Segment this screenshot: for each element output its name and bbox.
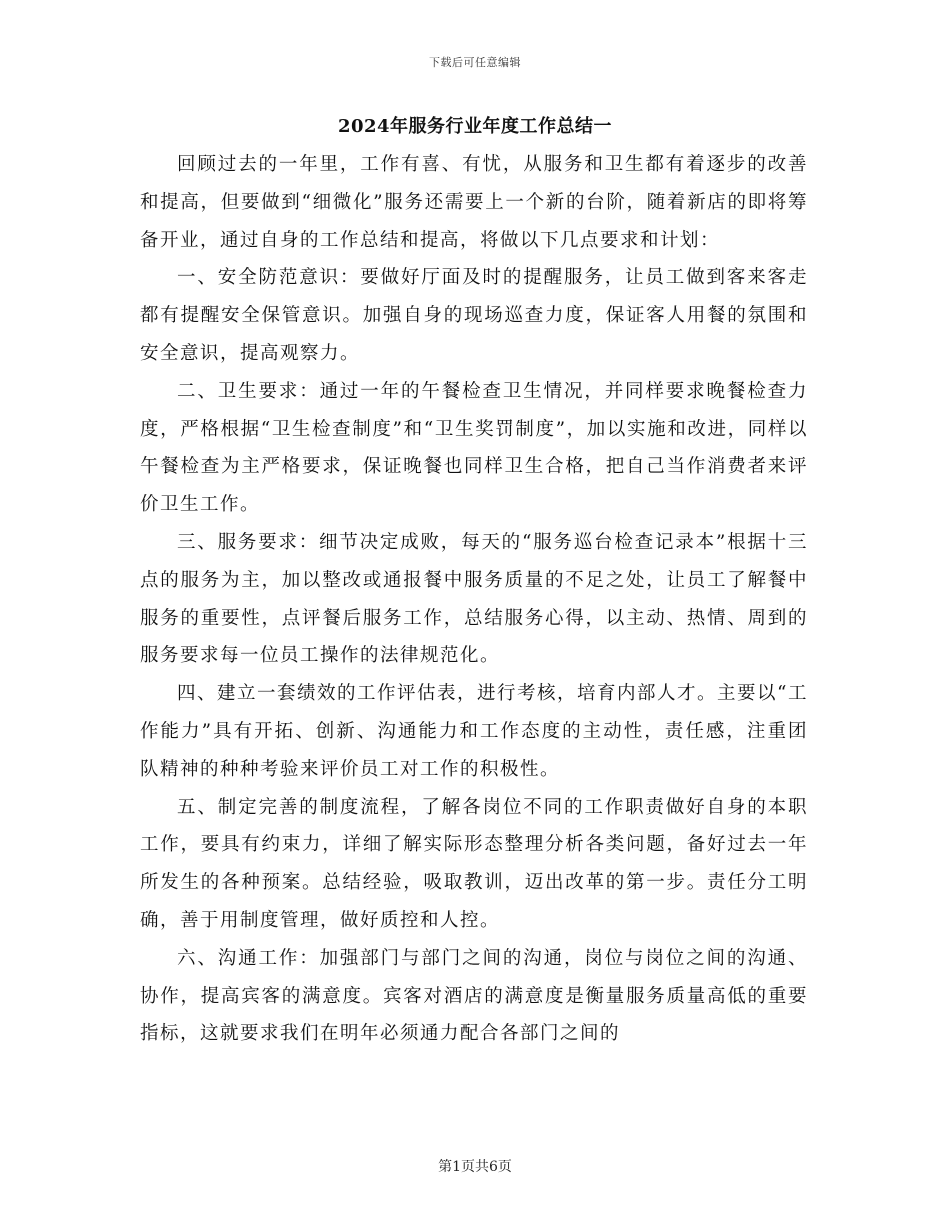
page-indicator: 第1页共6页	[438, 1159, 512, 1175]
paragraph-safety: 一、安全防范意识：要做好厅面及时的提醒服务，让员工做到客来客走都有提醒安全保管意识。加强自身的现场巡查力度，保证客人用餐的氛围和安全意识，提高观察力。	[140, 267, 808, 364]
paragraph-hygiene: 二、卫生要求：通过一年的午餐检查卫生情况，并同样要求晚餐检查力度，严格根据“卫生检查制度”和“卫生奖罚制度”，加以实施和改进，同样以午餐检查为主严格要求，保证晚餐也同样卫生合格，把自己当作消费者来评价卫生工作。	[140, 380, 808, 516]
paragraph-intro: 回顾过去的一年里，工作有喜、有忧，从服务和卫生都有着逐步的改善和提高，但要做到“细微化”服务还需要上一个新的台阶，随着新店的即将筹备开业，通过自身的工作总结和提高，将做以下几点要求和计划：	[140, 154, 808, 251]
header-note: 下载后可任意编辑	[429, 56, 521, 69]
paragraph-process: 五、制定完善的制度流程，了解各岗位不同的工作职责做好自身的本职工作，要具有约束力，详细了解实际形态整理分析各类问题，备好过去一年所发生的各种预案。总结经验，吸取教训，迈出改革的第一步。责任分工明确，善于用制度管理，做好质控和人控。	[140, 796, 808, 931]
paragraph-evaluation: 四、建立一套绩效的工作评估表，进行考核，培育内部人才。主要以“工作能力”具有开拓、创新、沟通能力和工作态度的主动性，责任感，注重团队精神的种种考验来评价员工对工作的积极性。	[140, 683, 808, 780]
document-body	[140, 146, 808, 1053]
paragraph-service: 三、服务要求：细节决定成败，每天的“服务巡台检查记录本”根据十三点的服务为主，加以整改或通报餐中服务质量的不足之处，让员工了解餐中服务的重要性，点评餐后服务工作，总结服务心得，以主动、热情、周到的服务要求每一位员工操作的法律规范化。	[140, 531, 808, 667]
paragraph-communication: 六、沟通工作：加强部门与部门之间的沟通，岗位与岗位之间的沟通、协作，提高宾客的满意度。宾客对酒店的满意度是衡量服务质量高低的重要指标，这就要求我们在明年必须通力配合各部门之间的	[140, 947, 808, 1045]
document-title: 2024年服务行业年度工作总结一	[337, 116, 613, 137]
